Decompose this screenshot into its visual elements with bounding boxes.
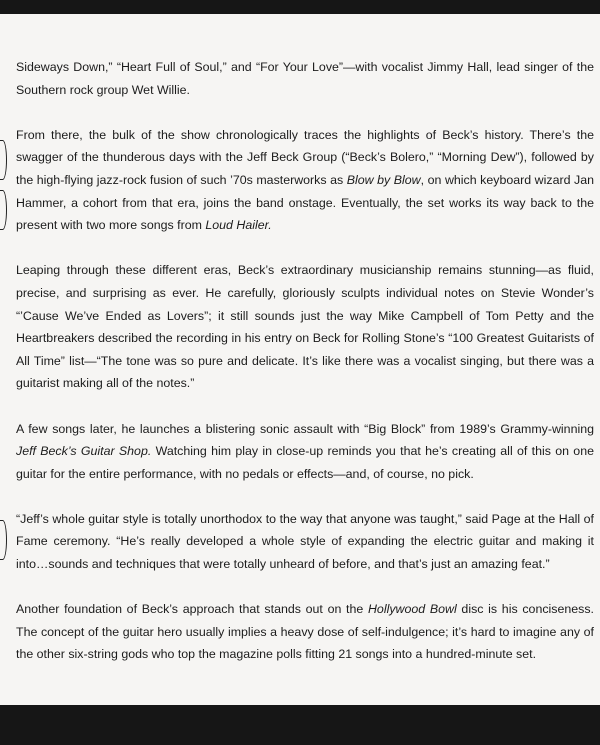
binding-edge-mark	[0, 140, 7, 180]
paragraph-6	[16, 598, 594, 666]
text-segment: From there, the bulk of the show chronologically traces the highlights of Beck’s history. There’s the swagger of the thunderous days with the Jeff Beck Group (“Beck’s Bolero,” “Morning Dew”), followed by the high-flying jazz-rock fusion of such ’70s masterworks as	[16, 127, 594, 187]
text-segment: Watching him play in close-up reminds you that he’s creating all of this on one guitar for the entire performance, with no pedals or effects—and, of course, no pick.	[16, 444, 594, 481]
paragraph-3	[16, 259, 594, 395]
text-segment: A few songs later, he launches a blistering sonic assault with “Big Block” from 1989’s Grammy-winning	[16, 421, 594, 436]
album-title: Blow by Blow	[346, 172, 421, 187]
article-body	[16, 56, 594, 666]
text-segment: “Jeff’s whole guitar style is totally unorthodox to the way that anyone was taught,” said Page at the Hall of Fame ceremony. “He’s really developed a whole style of expanding the electric guitar and making it into…sounds and techniques that were totally unheard of before, and that’s just an amazing feat.”	[16, 511, 594, 572]
binding-edge-mark	[0, 520, 7, 560]
paragraph-1	[16, 56, 594, 101]
paragraph-5	[16, 508, 594, 576]
paragraph-2	[16, 124, 594, 237]
text-segment: disc is his conciseness. The concept of the guitar hero usually implies a heavy dose of self-indulgence; it’s hard to imagine any of the other six-string gods who top the magazine polls fitting 21 songs into a hundred-minute set.	[16, 602, 594, 662]
binding-edge-mark	[0, 190, 7, 230]
bottom-border-bar	[0, 705, 600, 745]
text-segment: Sideways Down,” “Heart Full of Soul,” and “For Your Love”—with vocalist Jimmy Hall, lead singer of the Southern rock group Wet Willie.	[16, 60, 594, 97]
paragraph-4	[16, 418, 594, 486]
text-segment: Another foundation of Beck’s approach that stands out on the	[16, 602, 368, 617]
top-border-bar	[0, 0, 600, 14]
text-segment: , on which keyboard wizard Jan Hammer, a cohort from that era, joins the band onstage. Eventually, the set works its way back to the present with two more songs from	[16, 172, 594, 233]
album-title: Jeff Beck’s Guitar Shop.	[16, 444, 152, 459]
album-title: Hollywood Bowl	[367, 602, 457, 617]
album-title: Loud Hailer.	[205, 218, 272, 233]
text-segment: Leaping through these different eras, Beck’s extraordinary musicianship remains stunning—as fluid, precise, and surprising as ever. He carefully, gloriously sculpts individual notes on Stevie Wonder’s “’Cause We’ve Ended as Lovers”; it still sounds just the way Mike Campbell of Tom Petty and the Heartbreakers described the recording in his entry on Beck for Rolling Stone’s “100 Greatest Guitarists of All Time” list—“The tone was so pure and delicate. It’s like there was a vocalist singing, but there was a guitarist making all of the notes.”	[16, 263, 594, 391]
